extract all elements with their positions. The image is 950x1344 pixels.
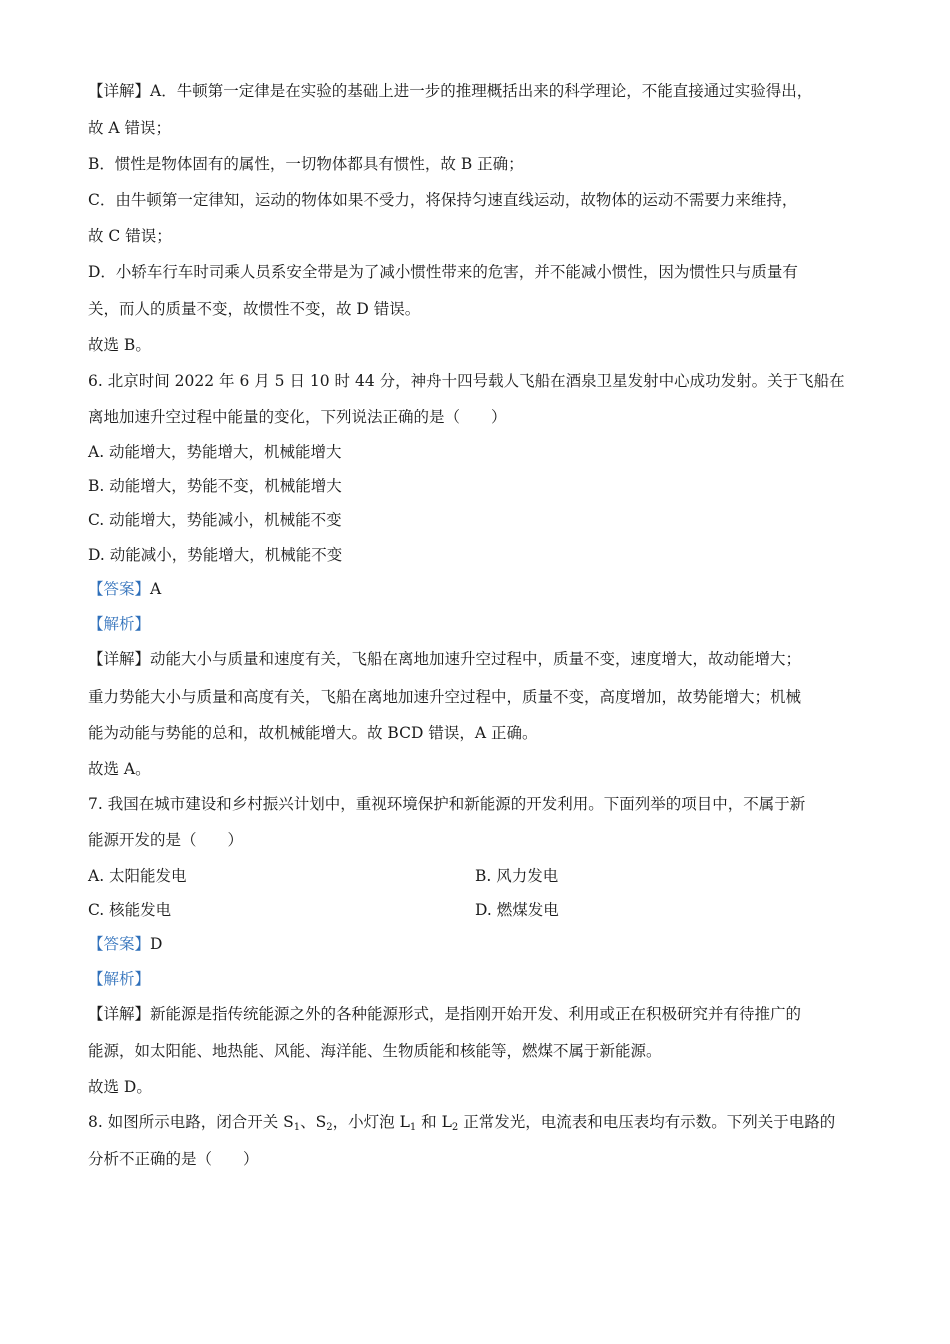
q5-detail-line-1: 【详解】A．牛顿第一定律是在实验的基础上进一步的推理概括出来的科学理论，不能直接通过实验得出， <box>88 82 813 100</box>
q6-detail-line-2: 重力势能大小与质量和高度有关，飞船在离地加速升空过程中，质量不变，高度增加，故势能增大；机械 <box>88 688 802 706</box>
answer-label: 【答案】 <box>88 580 151 598</box>
q7-detail-line-1: 【详解】新能源是指传统能源之外的各种能源形式，是指刚开始开发、利用或正在积极研究并有待推广的 <box>88 1005 802 1023</box>
q7-option-c: C. 核能发电 <box>88 901 172 919</box>
q7-option-b: B. 风力发电 <box>475 867 559 885</box>
q5-detail-line-3: B．惯性是物体固有的属性，一切物体都具有惯性，故 B 正确； <box>88 155 524 173</box>
q7-stem-line-1: 7. 我国在城市建设和乡村振兴计划中，重视环境保护和新能源的开发利用。下面列举的项目中，不属于新 <box>88 795 806 813</box>
q6-option-d: D. 动能减小，势能增大，机械能不变 <box>88 546 343 564</box>
q5-detail-line-7: 关，而人的质量不变，故惯性不变，故 D 错误。 <box>88 300 421 318</box>
q7-option-d: D. 燃煤发电 <box>475 901 559 919</box>
q6-stem-line-1: 6. 北京时间 2022 年 6 月 5 日 10 时 44 分，神舟十四号载人飞船在酒泉卫星发射中心成功发射。关于飞船在 <box>88 372 845 390</box>
q6-analysis-label: 【解析】 <box>88 615 151 633</box>
q7-analysis-label: 【解析】 <box>88 970 151 988</box>
q7-detail-line-2: 能源，如太阳能、地热能、风能、海洋能、生物质能和核能等，燃煤不属于新能源。 <box>88 1042 662 1060</box>
q8-stem-line-1: 8. 如图所示电路，闭合开关 S1、S2，小灯泡 L1 和 L2 正常发光，电流表和电压表均有示数。下列关于电路的 <box>88 1113 836 1133</box>
detail-label: 【详解】 <box>88 82 151 100</box>
q5-detail-line-6: D．小轿车行车时司乘人员系安全带是为了减小惯性带来的危害，并不能减小惯性，因为惯性只与质量有 <box>88 263 798 281</box>
q5-detail-line-2: 故 A 错误； <box>88 119 172 137</box>
detail-label: 【详解】 <box>88 1005 151 1023</box>
q6-option-b: B. 动能增大，势能不变，机械能增大 <box>88 477 342 495</box>
detail-label: 【详解】 <box>88 650 151 668</box>
q7-option-a: A. 太阳能发电 <box>88 867 187 885</box>
q5-detail-line-5: 故 C 错误； <box>88 227 172 245</box>
q6-answer <box>88 578 868 600</box>
q6-stem-line-2: 离地加速升空过程中能量的变化，下列说法正确的是（ ） <box>88 408 507 426</box>
q6-conclusion: 故选 A。 <box>88 760 151 778</box>
answer-value: A <box>150 580 162 598</box>
q6-detail-line-1: 【详解】动能大小与质量和速度有关，飞船在离地加速升空过程中，质量不变，速度增大，故动能增大； <box>88 650 802 668</box>
q8-stem-line-2: 分析不正确的是（ ） <box>88 1150 259 1168</box>
q6-detail-line-3: 能为动能与势能的总和，故机械能增大。故 BCD 错误，A 正确。 <box>88 724 538 742</box>
q7-answer <box>88 933 868 955</box>
q7-conclusion: 故选 D。 <box>88 1078 152 1096</box>
q5-detail-line-4: C．由牛顿第一定律知，运动的物体如果不受力，将保持匀速直线运动，故物体的运动不需要力来维持， <box>88 191 798 209</box>
q6-option-c: C. 动能增大，势能减小，机械能不变 <box>88 511 342 529</box>
q7-stem-line-2: 能源开发的是（ ） <box>88 831 244 849</box>
q5-conclusion: 故选 B。 <box>88 336 151 354</box>
answer-label: 【答案】 <box>88 935 151 953</box>
q6-option-a: A. 动能增大，势能增大，机械能增大 <box>88 443 342 461</box>
answer-value: D <box>150 935 163 953</box>
